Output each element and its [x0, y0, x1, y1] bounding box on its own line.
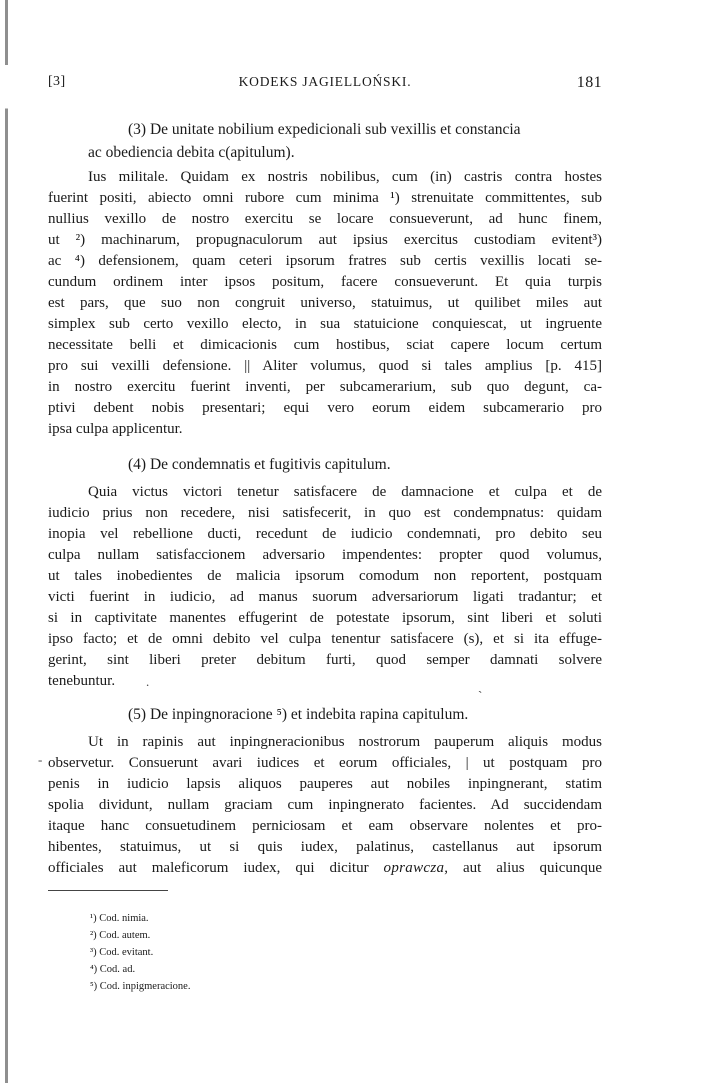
- chapter-3-line: est pars, que suo non congruit universo, statuimus, ut quilibet miles aut: [48, 295, 602, 311]
- chapter-4-line: victi fuerint in iudicio, ad manus suorum adversariorum ligati tradantur; et: [48, 589, 602, 605]
- chapter-5-line: hibentes, statuimus, ut si quis iudex, palatinus, castellanus aut ipsorum: [48, 839, 602, 855]
- footnote: ³) Cod. evitant.: [90, 947, 154, 958]
- scan-edge-mark: [5, 0, 8, 1083]
- chapter-3-line: ut ²) machinarum, propugnaculorum aut ipsius exercitus custodiam evitent³): [48, 232, 602, 248]
- chapter-4-line: tenebuntur.: [48, 673, 116, 689]
- chapter-3: [48, 118, 602, 440]
- running-title: KODEKS JAGIELLOŃSKI.: [238, 74, 412, 89]
- footnote-divider: [48, 890, 168, 891]
- chapter-3-line: pro sui vexilli defensione. || Aliter volumus, quod si tales amplius [p. 415]: [48, 358, 602, 374]
- chapter-3-line: ipsa culpa applicentur.: [48, 421, 183, 437]
- chapter-3-heading-line-1: (3) De unitate nobilium expedicionali sub vexillis et constancia: [128, 121, 521, 138]
- chapter-4: [48, 453, 602, 692]
- chapter-5-last-line-end: , aut alius quicunque: [444, 860, 602, 876]
- chapter-5-last-line-start: officiales aut maleficorum iudex, qui dicitur: [48, 860, 384, 876]
- page-number: 181: [576, 74, 602, 91]
- chapter-3-heading-line-2: ac obediencia debita c(apitulum).: [88, 144, 295, 161]
- chapter-5-line: [48, 858, 602, 879]
- chapter-4-line: inopia vel rebellione ducti, recedunt de iudicio condemnati, pro debito seu: [48, 526, 602, 542]
- footnote: ⁵) Cod. inpigmeracione.: [90, 981, 191, 992]
- chapter-4-heading: (4) De condemnatis et fugitivis capitulum.: [128, 456, 391, 473]
- ink-speck: -: [38, 752, 43, 767]
- chapter-5-heading: (5) De inpingnoracione ⁵) et indebita rapina capitulum.: [128, 706, 469, 723]
- footnote: ¹) Cod. nimia.: [90, 913, 149, 924]
- chapter-4-line: ut tales inobedientes de malicia ipsorum comodum non reportent, postquam: [48, 568, 602, 584]
- footnote: ⁴) Cod. ad.: [90, 964, 136, 975]
- chapter-3-line: nullius vexillo de nostro exercitu se locare consueverunt, ad hunc finem,: [48, 211, 602, 227]
- chapter-5: [48, 703, 602, 879]
- section-number: [3]: [48, 74, 66, 89]
- chapter-5-line: Ut in rapinis aut inpingneracionibus nostrorum pauperum aliquis modus: [88, 734, 602, 750]
- footnote: ²) Cod. autem.: [90, 930, 151, 941]
- chapter-4-line: si in captivitate manentes effugerint de potestate ipsorum, sint liberi et soluti: [48, 610, 602, 626]
- chapter-4-line: iudicio prius non recedere, nisi satisfecerit, in quo est condempnatus: quidam: [48, 505, 602, 521]
- page-header: [48, 74, 602, 94]
- chapter-3-line: ptivi debent nobis presentari; equi vero eorum eidem subcamerario pro: [48, 400, 602, 416]
- chapter-4-line: gerint, sint liberi preter debitum furti, quod semper damnati solvere: [48, 652, 602, 668]
- chapter-3-line: fuerint positi, abiecto omni rubore cum minima ¹) strenuitate committentes, sub: [48, 190, 602, 206]
- chapter-3-line: simplex sub certo vexillo electo, in sua statuicione conquiescat, ut ingruente: [48, 316, 602, 332]
- chapter-3-line: ac ⁴) defensionem, quam ceteri ipsorum fratres sub certis vexillis locati se-: [48, 253, 602, 269]
- chapter-5-line: penis in iudicio lapsis aliquos pauperes aut nobiles inpingnerant, statim: [48, 776, 602, 792]
- chapter-4-line: culpa nullam satisfaccionem adversario impendentes: propter quod volumus,: [48, 547, 602, 563]
- gloss-term: oprawcza: [383, 860, 445, 876]
- chapter-5-line: itaque hanc consuetudinem perniciosam et eam observare nolentes et pro-: [48, 818, 602, 834]
- chapter-4-line: ipso facto; et de omni debito vel culpa tenentur satisfacere (s), et si ita effuge-: [48, 631, 602, 647]
- ink-speck: .: [146, 674, 150, 689]
- chapter-4-line: Quia victus victori tenetur satisfacere de damnacione et culpa et de: [88, 484, 602, 500]
- chapter-5-line: observetur. Consuerunt avari iudices et eorum officiales, | ut postquam pro: [48, 755, 602, 771]
- chapter-3-line: Ius militale. Quidam ex nostris nobilibus, cum (in) castris contra hostes: [88, 169, 602, 185]
- ink-speck: `: [478, 688, 483, 703]
- chapter-3-line: in nostro exercitu fuerint inventi, per subcamerarium, sub quo degunt, ca-: [48, 379, 602, 395]
- chapter-3-line: cundum ordinem inter ipsos positum, facere consueverunt. Et quia turpis: [48, 274, 602, 290]
- chapter-3-line: necessitate belli et dimicacionis cum hostibus, sciat capere locum certum: [48, 337, 602, 353]
- chapter-5-line: spolia dividunt, nullam graciam cum inpingnerato facientes. Ad succidendam: [48, 797, 602, 813]
